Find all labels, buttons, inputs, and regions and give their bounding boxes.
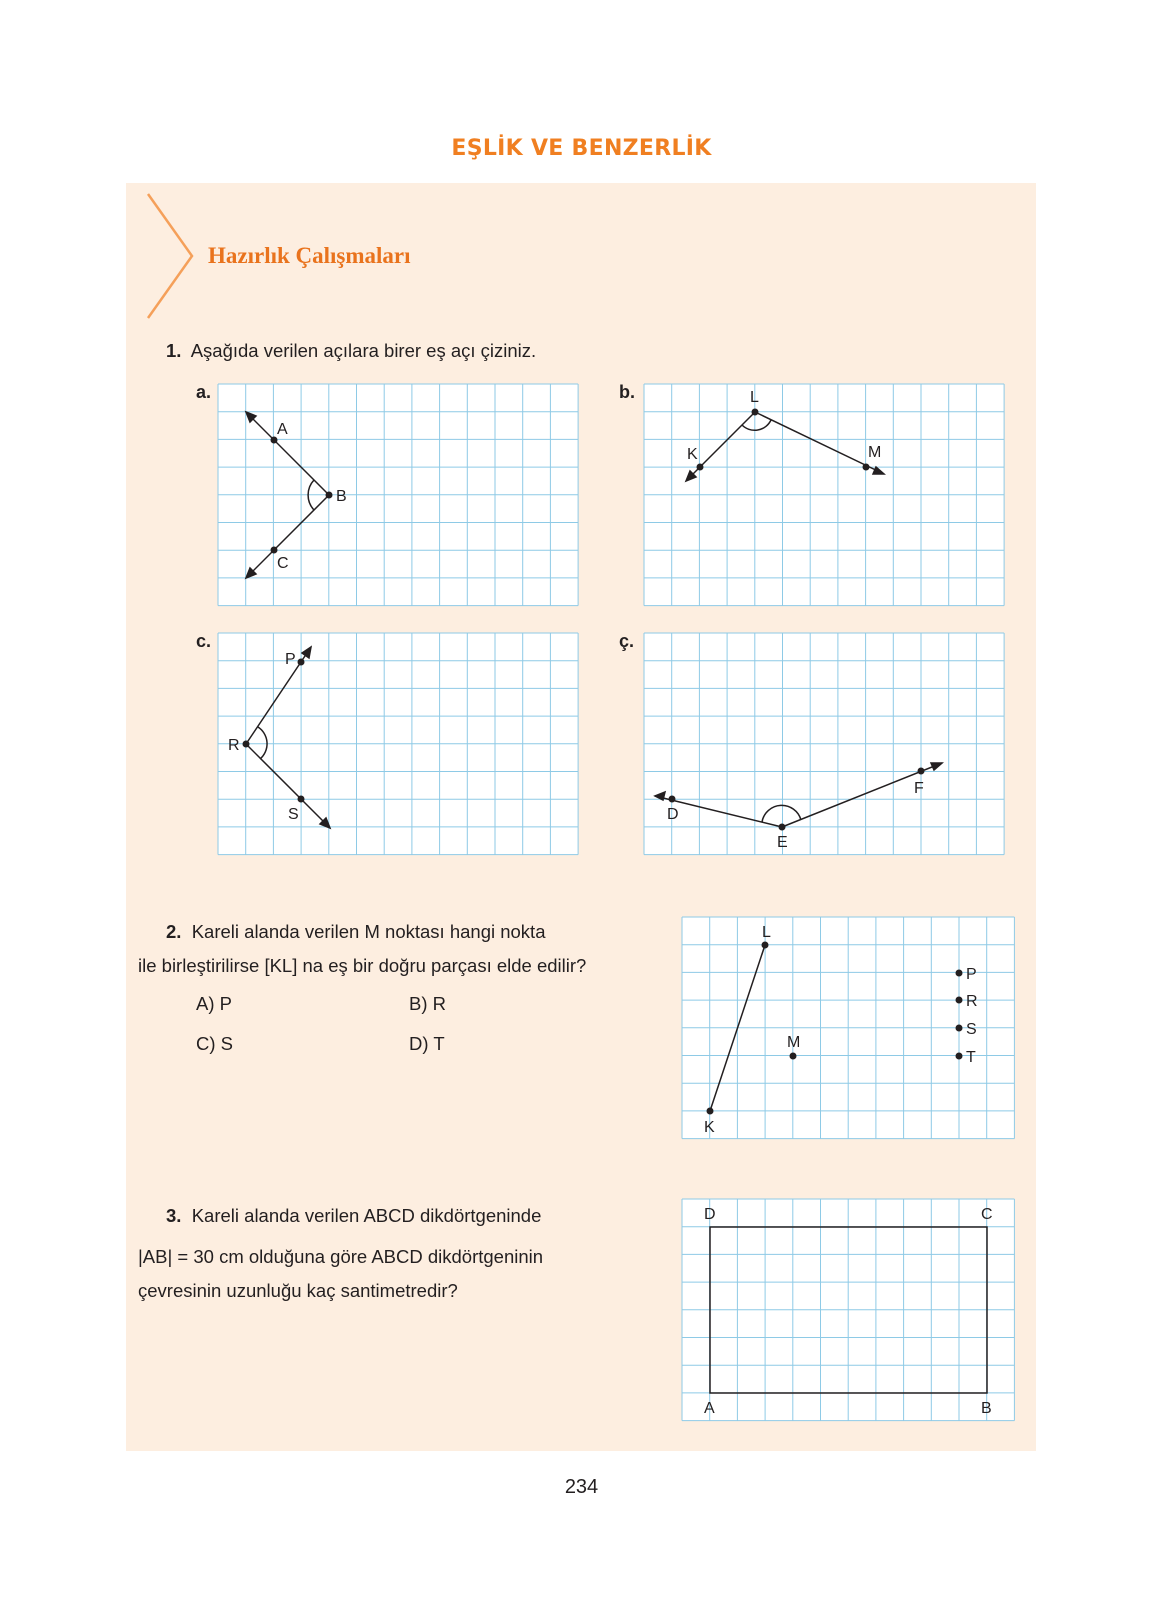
point-p [956, 970, 963, 977]
point-m [863, 464, 870, 471]
question-2-line-2: ile birleştirilirse [KL] na eş bir doğru parçası elde edilir? [138, 955, 587, 976]
grid-question-2 [682, 917, 1016, 1140]
part-a-label: a. [196, 382, 212, 402]
label-a: A [277, 421, 288, 438]
label-k: K [687, 446, 698, 463]
page-title: EŞLİK VE BENZERLİK [451, 136, 712, 161]
point-s [956, 1025, 963, 1032]
part-d-label: ç. [619, 631, 635, 651]
label-f: F [914, 780, 924, 797]
label-r: R [228, 737, 240, 754]
question-1-text: Aşağıda verilen açılara birer eş açı çiziniz. [190, 340, 537, 361]
point-s [298, 796, 305, 803]
point-r [956, 997, 963, 1004]
question-2-text-1: Kareli alanda verilen M noktası hangi nokta [191, 921, 546, 942]
label-r: R [966, 993, 978, 1010]
label-s: S [966, 1021, 977, 1038]
question-3-text-1: Kareli alanda verilen ABCD dikdörtgeninde [191, 1205, 542, 1226]
label-m: M [868, 444, 882, 461]
label-b: B [336, 488, 347, 505]
label-c: C [981, 1206, 993, 1223]
option-d[interactable]: D) T [409, 1033, 445, 1054]
question-2-line-1 [166, 919, 546, 945]
label-e: E [777, 834, 788, 851]
question-3-line-2 [138, 1244, 543, 1270]
question-3-line-1 [166, 1203, 541, 1229]
point-b [326, 492, 333, 499]
label-l: L [750, 389, 759, 406]
option-b[interactable]: B) R [409, 993, 446, 1014]
question-3-text-2: = 30 cm olduğuna göre ABCD dikdörtgeninin [172, 1246, 544, 1267]
grid-a [218, 384, 580, 607]
option-c[interactable]: C) S [196, 1033, 233, 1054]
point-p [298, 659, 305, 666]
label-m: M [787, 1034, 801, 1051]
point-k [707, 1108, 714, 1115]
segment-ab-notation: |AB| [138, 1246, 173, 1267]
label-p: P [285, 651, 296, 668]
section-title: Hazırlık Çalışmaları [208, 243, 411, 268]
label-k: K [704, 1119, 715, 1136]
part-b-label: b. [619, 382, 635, 402]
grid-question-3 [682, 1199, 1016, 1422]
question-2-number: 2. [166, 921, 182, 942]
part-c-label: c. [196, 631, 212, 651]
point-c [271, 547, 278, 554]
point-f [918, 768, 925, 775]
point-k [697, 464, 704, 471]
label-t: T [966, 1049, 976, 1066]
page-number: 234 [564, 1476, 599, 1498]
point-r [243, 741, 250, 748]
question-1 [166, 338, 536, 364]
label-l: L [762, 924, 771, 941]
grid-b [644, 384, 1006, 607]
label-c: C [277, 555, 289, 572]
option-a[interactable]: A) P [196, 993, 232, 1014]
grid-cedilla [644, 633, 1006, 856]
chevron-icon [146, 192, 196, 320]
question-3-line-3: çevresinin uzunluğu kaç santimetredir? [138, 1280, 458, 1301]
point-e [779, 824, 786, 831]
question-3-number: 3. [166, 1205, 182, 1226]
label-d: D [667, 806, 679, 823]
label-b: B [981, 1400, 992, 1417]
point-d [669, 796, 676, 803]
label-p: P [966, 966, 977, 983]
point-t [956, 1053, 963, 1060]
point-l [762, 942, 769, 949]
point-l [752, 409, 759, 416]
label-d: D [704, 1206, 716, 1223]
point-m [790, 1053, 797, 1060]
question-1-number: 1. [166, 340, 182, 361]
label-a: A [704, 1400, 715, 1417]
label-s: S [288, 806, 299, 823]
grid-c [218, 633, 580, 856]
